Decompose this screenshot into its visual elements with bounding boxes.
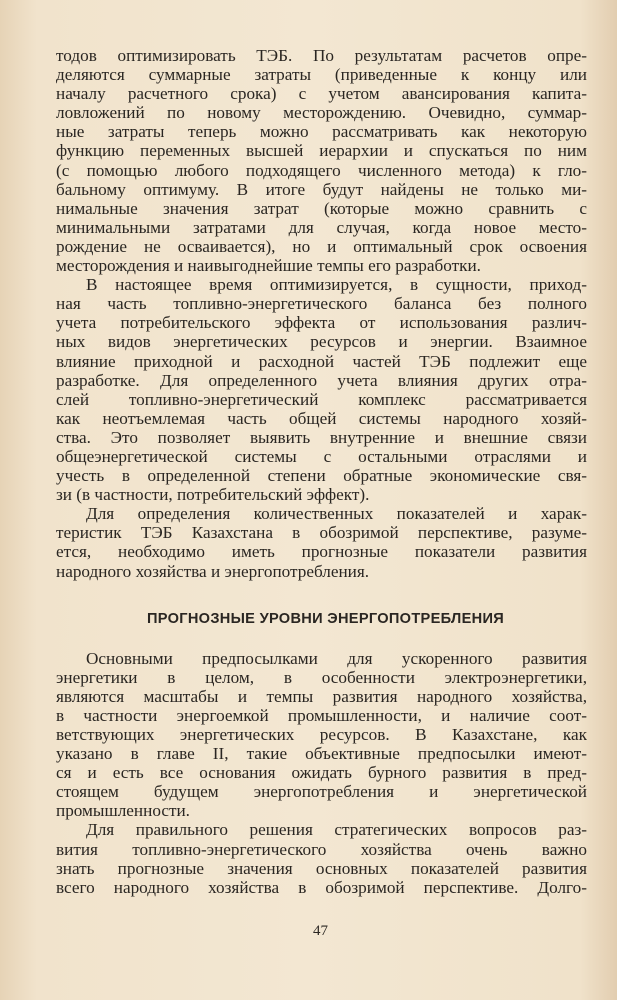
text-line: в частности энергоемкой промышленности, и наличие соот- xyxy=(56,705,587,725)
text-line: (с помощью любого подходящего численного метода) к гло- xyxy=(56,160,587,180)
text-line: стоящем будущем энергопотребления и энергетической xyxy=(56,782,587,802)
text-line: началу расчетного срока) с учетом авансирования капита- xyxy=(56,84,587,104)
text-line: знать прогнозные значения основных показателей развития xyxy=(56,858,587,878)
text-line: деляются суммарные затраты (приведенные к концу или xyxy=(56,65,587,85)
text-line: Для правильного решения стратегических вопросов раз- xyxy=(86,820,587,840)
paragraph xyxy=(56,46,587,275)
text-line: вития топливно-энергетического хозяйства очень важно xyxy=(56,839,587,859)
text-line: ся и есть все основания ожидать бурного развития в пред- xyxy=(56,763,587,783)
text-line: зи (в частности, потребительский эффект). xyxy=(56,485,370,505)
text-line: ется, необходимо иметь прогнозные показатели развития xyxy=(56,542,587,562)
text-line: Для определения количественных показателей и харак- xyxy=(86,504,587,524)
text-line: промышленности. xyxy=(56,801,190,821)
text-line: разработке. Для определенного учета влияния других отра- xyxy=(56,370,587,390)
text-line: являются масштабы и темпы развития народного хозяйства, xyxy=(56,686,587,706)
text-line: функцию переменных высшей иерархии и спускаться по ним xyxy=(56,141,587,161)
text-line: ных видов энергетических ресурсов и энергии. Взаимное xyxy=(56,332,587,352)
text-line: Основными предпосылками для ускоренного развития xyxy=(86,648,587,668)
text-line: ловложений по новому месторождению. Очевидно, суммар- xyxy=(56,103,587,123)
body-text-top xyxy=(56,46,587,581)
text-line: влияние приходной и расходной частей ТЭБ подлежит еще xyxy=(56,351,587,371)
text-line: учета потребительского эффекта от использования различ- xyxy=(56,313,587,333)
text-line: ства. Это позволяет выявить внутренние и внешние связи xyxy=(56,427,587,447)
text-line: слей топливно-энергетический комплекс рассматривается xyxy=(56,389,587,409)
body-text-bottom xyxy=(56,649,587,897)
section-heading: ПРОГНОЗНЫЕ УРОВНИ ЭНЕРГОПОТРЕБЛЕНИЯ xyxy=(146,610,505,627)
text-line: месторождения и наивыгоднейшие темпы его разработки. xyxy=(56,256,481,276)
text-line: нимальные значения затрат (которые можно сравнить с xyxy=(56,198,587,218)
text-line: всего народного хозяйства в обозримой перспективе. Долго- xyxy=(56,877,587,897)
text-line: теристик ТЭБ Казахстана в обозримой перспективе, разуме- xyxy=(56,523,587,543)
text-line: указано в главе II, такие объективные предпосылки имеют- xyxy=(56,744,587,764)
paragraph xyxy=(56,649,587,821)
text-line: рождение не осваивается), но и оптимальный срок освоения xyxy=(56,236,587,256)
page-number: 47 xyxy=(313,923,328,939)
paragraph xyxy=(56,504,587,580)
text-line: тодов оптимизировать ТЭБ. По результатам расчетов опре- xyxy=(56,46,587,65)
text-line: ная часть топливно-энергетического баланса без полного xyxy=(56,294,587,314)
text-line: ные затраты теперь можно рассматривать как некоторую xyxy=(56,122,587,142)
text-line: учесть в определенной степени обратные экономические свя- xyxy=(56,466,587,486)
section-gap xyxy=(56,581,587,609)
paragraph xyxy=(56,820,587,896)
text-line: ветствующих энергетических ресурсов. В Казахстане, как xyxy=(56,725,587,744)
text-line: народного хозяйства и энергопотребления. xyxy=(56,561,370,581)
text-line: бальному оптимуму. В итоге будут найдены не только ми- xyxy=(56,179,587,199)
text-line: минимальными затратами для случая, когда новое место- xyxy=(56,217,587,237)
paragraph xyxy=(56,275,587,504)
heading-gap xyxy=(56,629,587,649)
text-line: В настоящее время оптимизируется, в сущности, приход- xyxy=(86,275,587,295)
text-line: как неотъемлемая часть общей системы народного хозяй- xyxy=(56,408,587,428)
text-line: энергетики в целом, в особенности электроэнергетики, xyxy=(56,667,587,687)
text-line: общеэнергетической системы с остальными отраслями и xyxy=(56,446,587,466)
